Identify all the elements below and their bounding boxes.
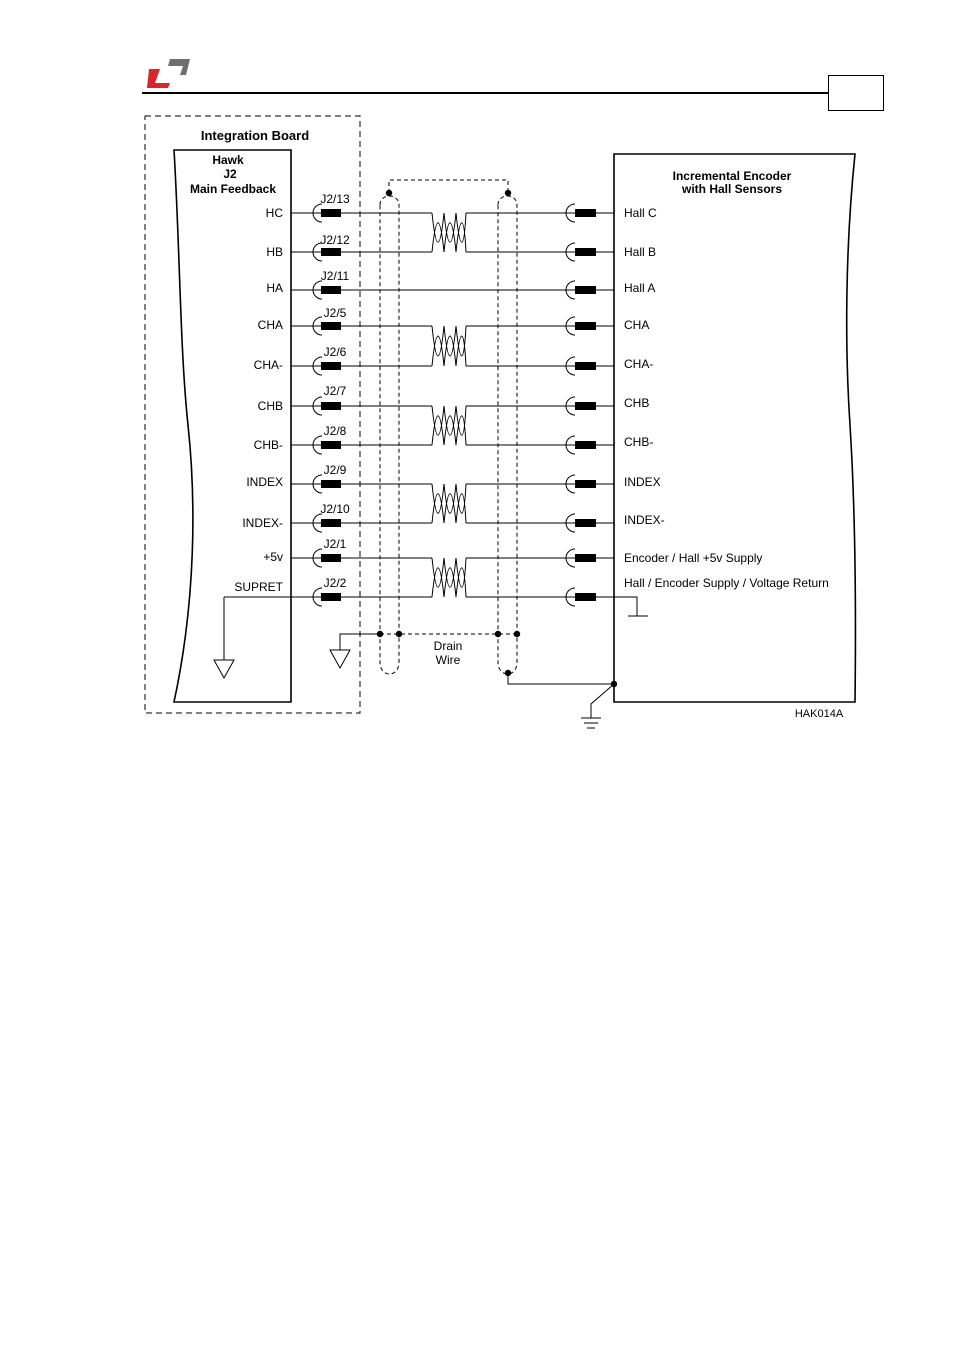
pin-label: J2/7 (323, 384, 347, 398)
pin-label: J2/8 (323, 424, 347, 438)
signal-label-left: INDEX- (242, 516, 283, 530)
right-connector-pins (575, 209, 596, 601)
twist-pair-chb (432, 406, 466, 445)
drain-wire-label-line-2: Wire (435, 653, 461, 667)
twist-pair-cha (432, 326, 466, 366)
ground-symbol-drain (330, 650, 350, 668)
right-connectors (566, 204, 575, 606)
junction-dot (386, 190, 392, 196)
connector-pin (321, 286, 341, 294)
connector-pin (575, 441, 596, 449)
signal-label-right: INDEX (624, 475, 661, 489)
encoder-to-earth (591, 684, 614, 718)
junction-dot (495, 631, 501, 637)
encoder-title-line-2: with Hall Sensors (681, 182, 783, 196)
junction-dot (505, 670, 511, 676)
shield-bridge (389, 180, 508, 193)
encoder-title-line-1: Incremental Encoder (672, 169, 792, 183)
signal-label-right: CHB (624, 396, 650, 410)
twist-pair-hall-cb (432, 213, 466, 252)
pin-label: J2/11 (320, 269, 350, 283)
pin-label: J2/5 (323, 306, 347, 320)
signal-label-left: INDEX (246, 475, 283, 489)
connector-pin (321, 593, 341, 601)
connector-pin (575, 362, 596, 370)
signal-label-right: CHA- (624, 357, 654, 371)
connector-pin (575, 554, 596, 562)
pin-label: J2/13 (320, 192, 350, 206)
connector-pin (575, 322, 596, 330)
signal-label-right: Encoder / Hall +5v Supply (624, 551, 763, 565)
pin-label: J2/12 (320, 233, 350, 247)
junction-dot (514, 631, 520, 637)
connector-pin (575, 209, 596, 217)
pin-label: J2/1 (323, 537, 347, 551)
figure-id: HAK014A (794, 708, 844, 720)
shield-left (380, 196, 399, 674)
shield-right (498, 196, 517, 674)
pin-label: J2/10 (320, 502, 350, 516)
signal-label-right: CHB- (624, 435, 654, 449)
twisted-pairs (432, 213, 466, 597)
signal-label-left: +5v (263, 550, 283, 564)
signal-label-left: CHA (257, 318, 283, 332)
pin-label: J2/9 (323, 463, 347, 477)
connector-pin (575, 248, 596, 256)
junction-dot (611, 681, 617, 687)
connector-pin (321, 322, 341, 330)
signal-label-left: SUPRET (234, 580, 283, 594)
junction-dots (377, 190, 617, 687)
twist-pair-index (432, 484, 466, 523)
signal-label-left: CHB- (253, 438, 283, 452)
encoder-block (614, 154, 855, 702)
signal-label-left: HC (265, 206, 283, 220)
signal-label-right: Hall B (624, 245, 657, 259)
earth-ground-icon (581, 718, 601, 728)
connector-pin (321, 362, 341, 370)
connector-pin (321, 554, 341, 562)
twist-pair-supply (432, 558, 466, 597)
integration-board-title: Integration Board (200, 128, 310, 143)
junction-dot (377, 631, 383, 637)
connector-pin (575, 519, 596, 527)
hawk-title-line-2: J2 (223, 167, 237, 181)
pin-label: J2/6 (323, 345, 347, 359)
connector-pin (321, 209, 341, 217)
connector-pin (321, 519, 341, 527)
signal-label-left: CHB (257, 399, 283, 413)
signal-label-right: Hall C (624, 206, 657, 220)
signal-label-left: HA (266, 281, 283, 295)
junction-dot (396, 631, 402, 637)
hawk-j2-block (174, 150, 291, 702)
connector-pin (575, 593, 596, 601)
signal-label-right: Hall / Encoder Supply / Voltage Return (624, 576, 829, 590)
junction-dot (505, 190, 511, 196)
signal-label-right: Hall A (624, 281, 656, 295)
connector-pin (575, 402, 596, 410)
signal-label-right: CHA (624, 318, 650, 332)
signal-label-left: CHA- (253, 358, 283, 372)
drain-wire-label-line-1: Drain (433, 639, 463, 653)
connector-pin (321, 441, 341, 449)
signal-label-right: INDEX- (624, 513, 665, 527)
hawk-title-line-1: Hawk (212, 153, 244, 167)
hawk-title-line-3: Main Feedback (189, 182, 277, 196)
connector-pin (321, 402, 341, 410)
connector-pin (575, 286, 596, 294)
left-connectors (313, 204, 322, 606)
shield-to-encoder-ground (508, 673, 614, 684)
connector-pin (321, 248, 341, 256)
cable-shields (380, 180, 517, 674)
connector-pin (575, 480, 596, 488)
connector-pin (321, 480, 341, 488)
pin-label: J2/2 (323, 576, 347, 590)
signal-label-left: HB (266, 245, 283, 259)
